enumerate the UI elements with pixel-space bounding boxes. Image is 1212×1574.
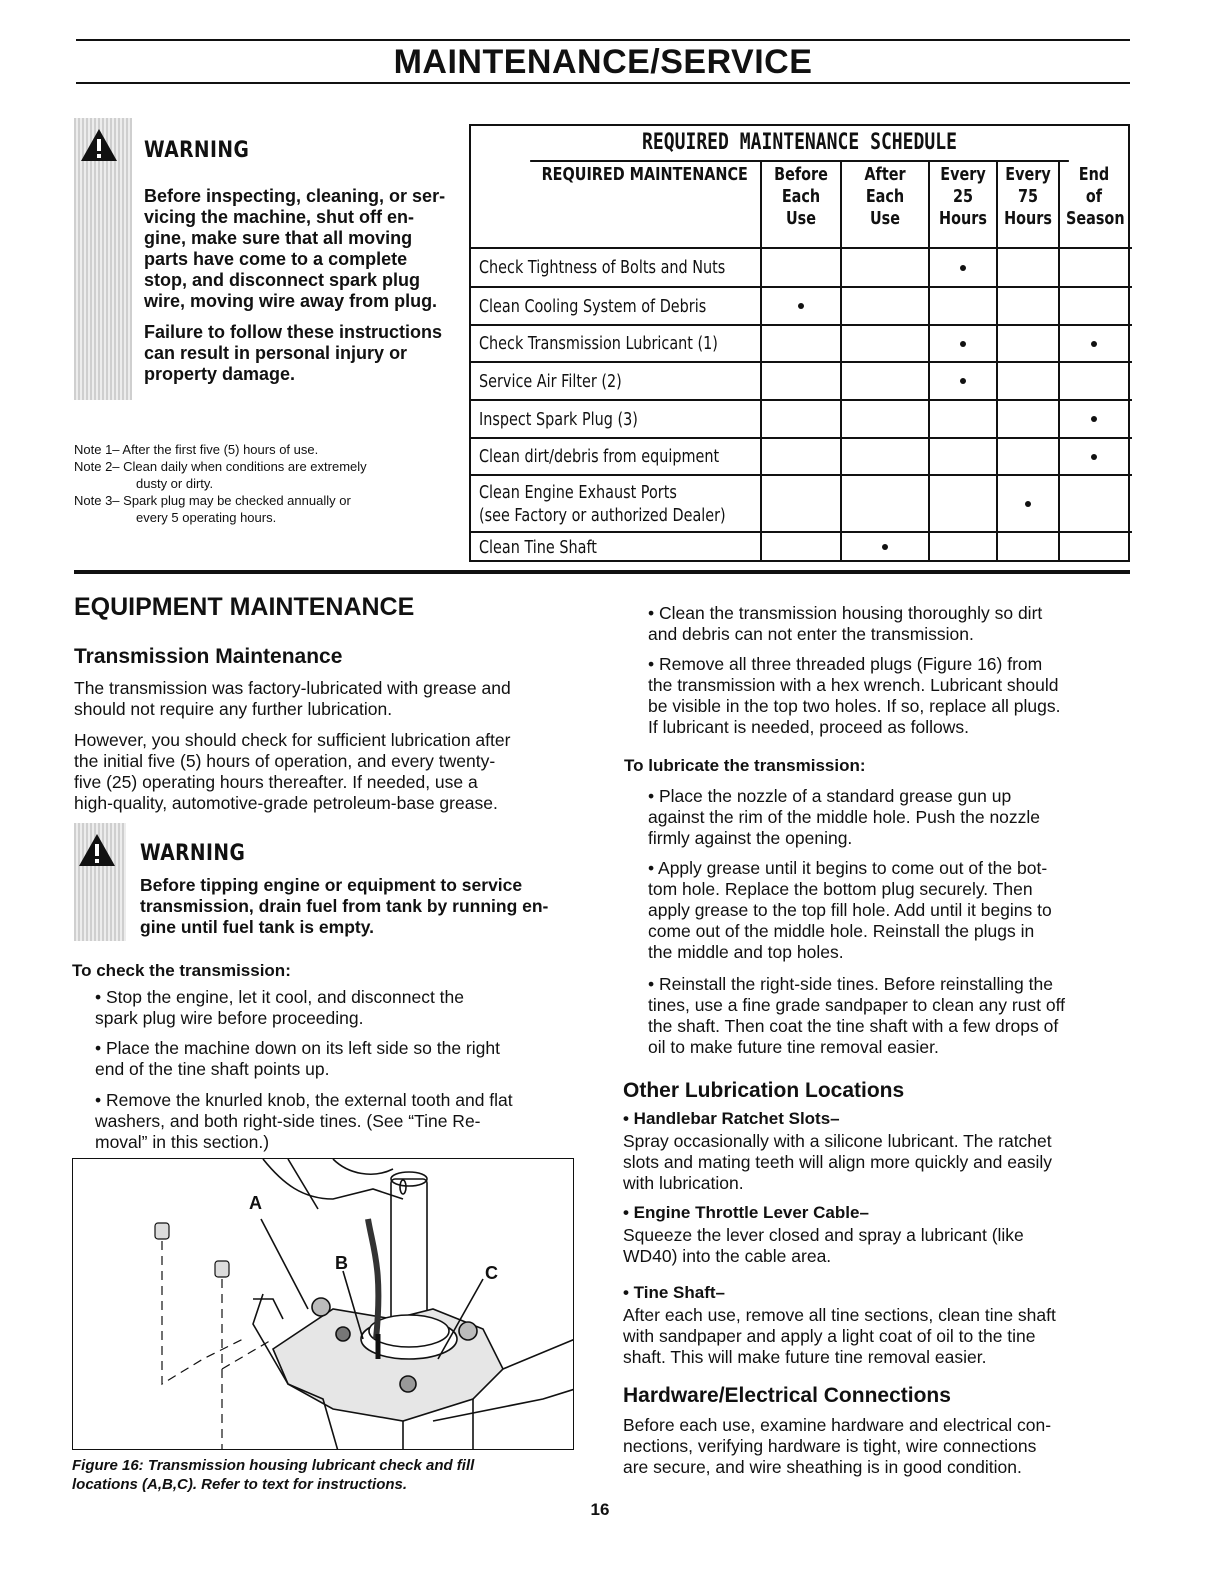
text-line: • Place the machine down on its left side so the right [95,1038,500,1058]
warning-line: Failure to follow these instructions [144,322,443,342]
header-text: REQUIRED MAINTENANCE [541,164,748,185]
bullet-item [648,654,1138,738]
warning-line: gine until fuel tank is empty. [140,917,375,937]
text-line: end of the tine shaft points up. [95,1059,330,1079]
table-row-line [471,531,1132,533]
text-line: shaft. This will make future tine removal easier. [623,1347,987,1367]
text-line: are secure, and wire sheathing is in good condition. [623,1457,1022,1477]
header-line: Hours [939,208,987,229]
text-line: • Clean the transmission housing thoroughly so dirt [648,603,1043,623]
text-line: Before each use, examine hardware and electrical con- [623,1415,1052,1435]
section-divider [74,570,1130,574]
schedule-check-dot [882,544,888,550]
bullet-item [648,603,1138,645]
other-lubrication-heading: Other Lubrication Locations [623,1079,905,1102]
text-line: should not require any further lubrication. [74,699,393,719]
header-line: Before [774,164,828,185]
check-transmission-heading: To check the transmission: [72,961,291,980]
warning-line: parts have come to a complete [144,249,408,269]
warning-triangle-icon [78,833,116,867]
text-line: tom hole. Replace the bottom plug securely. Then [648,879,1033,899]
warning-line: gine, make sure that all moving [144,228,413,248]
text-line: the transmission with a hex wrench. Lubricant should [648,675,1059,695]
warning-box-1 [74,118,454,400]
schedule-column-header [997,164,1059,230]
hardware-electrical-heading: Hardware/Electrical Connections [623,1384,951,1407]
header-line: of [1085,186,1103,207]
text-line: and debris can not enter the transmission. [648,624,974,644]
header-line: Use [869,208,901,229]
text-line: • Apply grease until it begins to come out of the bot- [648,858,1048,878]
text-line: come out of the middle hole. Reinstall the plugs in [648,921,1035,941]
schedule-check-dot [960,341,966,347]
table-row-line [471,324,1132,326]
schedule-row-task [479,370,657,393]
warning-line: can result in personal injury or [144,343,408,363]
warning-text [140,875,580,938]
bullet-item [648,974,1138,1058]
text-line: high-quality, automotive-grade petroleum-base grease. [74,793,498,813]
title-underline [76,82,1130,84]
schedule-row-task [479,445,779,468]
warning-text [144,186,464,385]
figure-16-transmission-housing [72,1158,574,1450]
schedule-row-task [479,332,778,355]
table-row-line [471,247,1132,249]
text-line: WD40) into the cable area. [623,1246,832,1266]
caption-line: Figure 16: Transmission housing lubricant check and fill [72,1457,475,1474]
paragraph [74,678,584,720]
warning-title: WARNING [144,138,250,163]
text-line: firmly against the opening. [648,828,853,848]
bullet-item [95,987,585,1029]
warning-line: Before inspecting, cleaning, or ser- [144,186,446,206]
text-line: However, you should check for sufficient lubrication after [74,730,511,750]
schedule-check-dot [798,303,804,309]
header-line: End [1078,164,1110,185]
schedule-check-dot [1091,416,1097,422]
table-row-line [471,361,1132,363]
text-line: spark plug wire before proceeding. [95,1008,364,1028]
warning-line: wire, moving wire away from plug. [144,291,438,311]
header-line: 25 [952,186,974,207]
note-line: every 5 operating hours. [136,510,277,525]
text-line: moval” in this section.) [95,1132,270,1152]
header-line: Hours [1004,208,1052,229]
bullet-item [95,1090,585,1153]
text-line: with sandpaper and apply a light coat of oil to the tine [623,1326,1036,1346]
bullet-item [648,858,1138,963]
header-line: 75 [1017,186,1039,207]
warning-line: transmission, drain fuel from tank by running en- [140,896,549,916]
throttle-cable-heading: • Engine Throttle Lever Cable– [623,1203,869,1222]
lubricate-transmission-heading: To lubricate the transmission: [624,756,866,775]
text-line: against the rim of the middle hole. Push the nozzle [648,807,1041,827]
text-line: • Place the nozzle of a standard grease gun up [648,786,1012,806]
paragraph [623,1415,1133,1478]
task-text: Clean dirt/debris from equipment [479,446,720,467]
task-text: Inspect Spark Plug (3) [479,408,638,430]
task-text: Check Transmission Lubricant (1) [479,333,718,354]
task-text: Service Air Filter (2) [479,370,622,392]
schedule-column-header-task [471,164,756,186]
paragraph [623,1131,1133,1194]
text-line: • Stop the engine, let it cool, and disconnect the [95,987,465,1007]
task-text: Clean Cooling System of Debris [479,295,707,317]
table-row-line [471,437,1132,439]
text-line: tines, use a fine grade sandpaper to clean any rust off [648,995,1066,1015]
schedule-check-dot [1091,341,1097,347]
header-line: Every [940,164,986,185]
header-line: Each [781,186,821,207]
text-line: washers, and both right-side tines. (See “Tine Re- [95,1111,481,1131]
schedule-column-header [929,164,997,230]
note-line: Note 3– Spark plug may be checked annually or [74,493,351,508]
schedule-check-dot [1025,501,1031,507]
equipment-maintenance-heading: EQUIPMENT MAINTENANCE [74,593,415,621]
label-c: C [485,1263,498,1283]
paragraph [74,730,584,814]
paragraph [623,1305,1133,1368]
note-line: Note 1– After the first five (5) hours of use. [74,442,319,457]
text-line: be visible in the top two holes. If so, replace all plugs. [648,696,1061,716]
bullet-item [648,786,1138,849]
note-line: dusty or dirty. [136,476,214,491]
schedule-row-task [479,256,787,279]
figure-caption [72,1456,577,1494]
top-rule [76,39,1130,41]
transmission-illustration [73,1159,574,1450]
task-text: Clean Tine Shaft [479,536,597,558]
text-line: nections, verifying hardware is tight, wire connections [623,1436,1037,1456]
page-number: 16 [590,1500,610,1519]
text-line: with lubrication. [623,1173,744,1193]
text-line: The transmission was factory-lubricated with grease and [74,678,511,698]
warning-line: property damage. [144,364,296,384]
text-line: slots and mating teeth will align more quickly and easily [623,1152,1052,1172]
warning-triangle-icon [80,128,118,162]
text-line: the shaft. Then coat the tine shaft with a few drops of [648,1016,1059,1036]
text-line: Spray occasionally with a silicone lubricant. The ratchet [623,1131,1052,1151]
header-line: After [864,164,906,185]
warning-box-2 [74,823,579,941]
header-line: Every [1005,164,1051,185]
label-b: B [335,1253,348,1273]
transmission-maintenance-heading: Transmission Maintenance [74,645,343,668]
task-text: Clean Engine Exhaust Ports [479,481,677,503]
schedule-check-dot [960,265,966,271]
table-row-line [471,474,1132,476]
caption-line: locations (A,B,C). Refer to text for instructions. [72,1476,408,1493]
warning-title: WARNING [140,841,246,866]
schedule-column-header [841,164,929,230]
text-line: • Remove all three threaded plugs (Figure 16) from [648,654,1043,674]
warning-line: Before tipping engine or equipment to service [140,875,523,895]
warning-line: vicing the machine, shut off en- [144,207,415,227]
text-line: If lubricant is needed, proceed as follows. [648,717,970,737]
text-line: the middle and top holes. [648,942,844,962]
text-line: • Remove the knurled knob, the external tooth and flat [95,1090,513,1110]
label-a: A [249,1193,262,1213]
maintenance-schedule-table [469,124,1130,562]
header-line: Season [1066,208,1125,229]
schedule-column-header [761,164,841,230]
tine-shaft-heading: • Tine Shaft– [623,1283,725,1302]
table-row-line [471,286,1132,288]
header-line: Use [785,208,817,229]
schedule-check-dot [960,378,966,384]
bullet-item [95,1038,585,1080]
schedule-row-task [479,295,763,318]
task-text: Check Tightness of Bolts and Nuts [479,257,726,278]
page-title: MAINTENANCE/SERVICE [393,43,813,81]
paragraph [623,1225,1133,1267]
note-line: Note 2– Clean daily when conditions are extremely [74,459,367,474]
text-line: apply grease to the top fill hole. Add until it begins to [648,900,1052,920]
text-line: five (25) operating hours thereafter. If needed, use a [74,772,478,792]
text-line: Squeeze the lever closed and spray a lubricant (like [623,1225,1024,1245]
schedule-row-task [479,536,626,559]
text-line: oil to make future tine removal easier. [648,1037,939,1057]
schedule-column-header [1059,164,1129,230]
handlebar-ratchet-heading: • Handlebar Ratchet Slots– [623,1109,840,1128]
warning-line: stop, and disconnect spark plug [144,270,421,290]
schedule-title: REQUIRED MAINTENANCE SCHEDULE [530,126,1069,162]
table-row-line [471,399,1132,401]
task-text: (see Factory or authorized Dealer) [479,504,726,526]
schedule-row-task [479,408,678,431]
schedule-check-dot [1091,454,1097,460]
text-line: the initial five (5) hours of operation, and every twenty- [74,751,496,771]
schedule-row-task [479,481,787,527]
header-line: Each [865,186,905,207]
schedule-notes [74,441,454,526]
text-line: After each use, remove all tine sections, clean tine shaft [623,1305,1056,1325]
text-line: • Reinstall the right-side tines. Before reinstalling the [648,974,1053,994]
